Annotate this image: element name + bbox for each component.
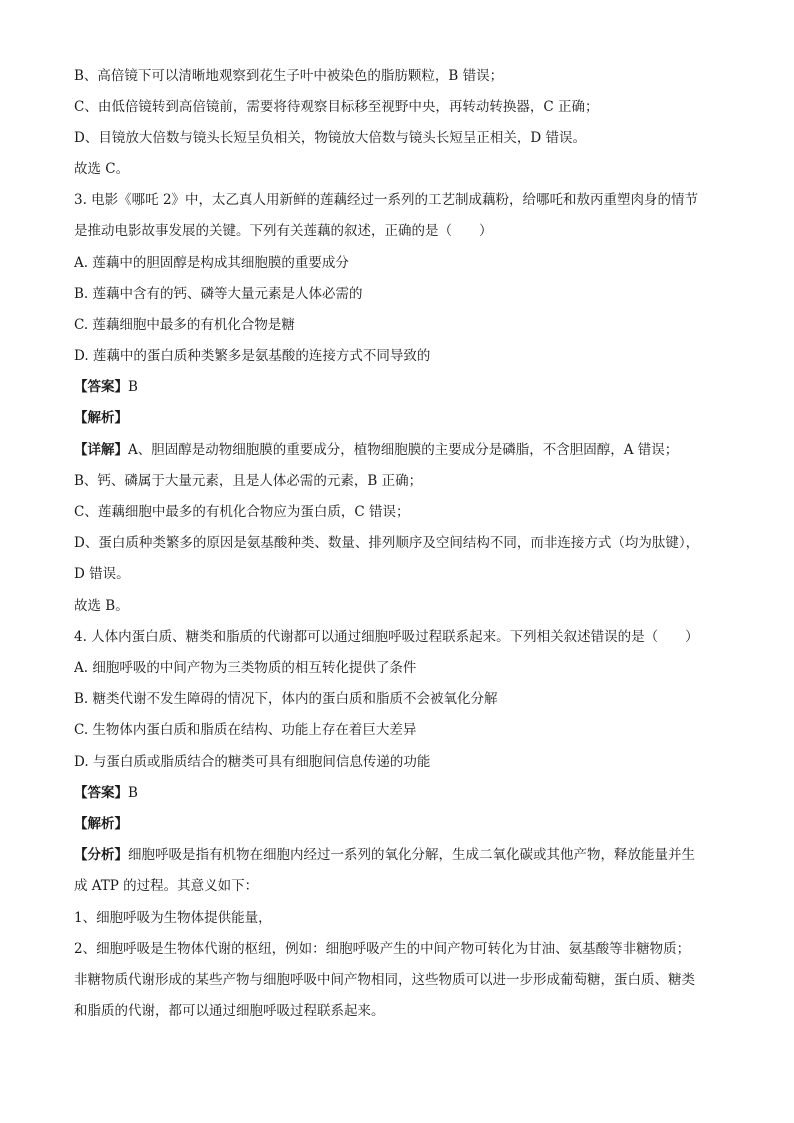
question-3-detail-d-line-2: D 错误。 (74, 566, 130, 582)
question-3-detail-b: B、钙、磷属于大量元素，且是人体必需的元素，B 正确； (74, 473, 423, 489)
question-4-stem: 4. 人体内蛋白质、糖类和脂质的代谢都可以通过细胞呼吸过程联系起来。下列相关叙述错误的是（ ） (74, 629, 699, 645)
detail-tag: 【详解】 (74, 442, 128, 458)
question-4-option-a: A. 细胞呼吸的中间产物为三类物质的相互转化提供了条件 (74, 660, 417, 676)
question-3-detail-c: C、莲藕细胞中最多的有机化合物应为蛋白质，C 错误； (74, 504, 410, 520)
question-4-point-1: 1、细胞呼吸为生物体提供能量， (74, 910, 272, 926)
answer-tag: 【答案】 (74, 785, 128, 801)
question-3-detail-a (74, 440, 724, 460)
question-3-option-d: D. 莲藕中的蛋白质种类繁多是氨基酸的连接方式不同导致的 (74, 348, 431, 364)
analysis-sub-tag: 【分析】 (74, 847, 128, 863)
answer-value: B (128, 379, 138, 395)
detail-a-text: A、胆固醇是动物细胞膜的重要成分，植物细胞膜的主要成分是磷脂，不含胆固醇，A 错误； (128, 442, 679, 458)
explanation-line-b: B、高倍镜下可以清晰地观察到花生子叶中被染色的脂肪颗粒，B 错误； (74, 68, 504, 84)
question-3-stem-line-2: 是推动电影故事发展的关键。下列有关莲藕的叙述，正确的是（ ） (74, 223, 493, 239)
explanation-line-d: D、目镜放大倍数与镜头长短呈负相关，物镜放大倍数与镜头长短呈正相关，D 错误。 (74, 130, 586, 146)
question-3-answer (74, 377, 724, 397)
question-3-conclusion: 故选 B。 (74, 598, 129, 614)
question-4-analysis-line-2: 成 ATP 的过程。其意义如下： (74, 878, 259, 894)
explanation-line-c: C、由低倍镜转到高倍镜前，需要将待观察目标移至视野中央，再转动转换器，C 正确； (74, 99, 599, 115)
question-4-option-c: C. 生物体内蛋白质和脂质在结构、功能上存在着巨大差异 (74, 722, 417, 738)
question-4-point-2-line-3: 和脂质的代谢，都可以通过细胞呼吸过程联系起来。 (74, 1003, 385, 1019)
answer-value: B (128, 785, 138, 801)
question-3-stem-line-1: 3. 电影《哪吒 2》中，太乙真人用新鲜的莲藕经过一系列的工艺制成藕粉，给哪吒和敖丙重塑肉身的情节 (74, 192, 699, 208)
question-4-option-d: D. 与蛋白质或脂质结合的糖类可具有细胞间信息传递的功能 (74, 754, 431, 770)
question-4-answer (74, 783, 724, 803)
explanation-conclusion: 故选 C。 (74, 161, 130, 177)
answer-tag: 【答案】 (74, 379, 128, 395)
question-3-option-b: B. 莲藕中含有的钙、磷等大量元素是人体必需的 (74, 286, 363, 302)
question-3-analysis-tag (74, 408, 724, 428)
analysis-tag: 【解析】 (74, 410, 128, 426)
question-3-detail-d-line-1: D、蛋白质种类繁多的原因是氨基酸种类、数量、排列顺序及空间结构不同，而非连接方式（均为肽键）， (74, 535, 700, 551)
question-4-option-b: B. 糖类代谢不发生障碍的情况下，体内的蛋白质和脂质不会被氧化分解 (74, 691, 498, 707)
analysis-line-1-text: 细胞呼吸是指有机物在细胞内经过一系列的氧化分解，生成二氧化碳或其他产物，释放能量并生 (128, 847, 695, 863)
question-4-point-2-line-1: 2、细胞呼吸是生物体代谢的枢纽，例如：细胞呼吸产生的中间产物可转化为甘油、氨基酸等非糖物质； (74, 941, 691, 957)
question-4-analysis-line-1 (74, 845, 724, 865)
question-4-analysis-tag (74, 814, 724, 834)
question-3-option-c: C. 莲藕细胞中最多的有机化合物是糖 (74, 317, 295, 333)
question-4-point-2-line-2: 非糖物质代谢形成的某些产物与细胞呼吸中间产物相同，这些物质可以进一步形成葡萄糖，蛋白质、糖类 (74, 972, 695, 988)
analysis-tag: 【解析】 (74, 816, 128, 832)
question-3-option-a: A. 莲藕中的胆固醇是构成其细胞膜的重要成分 (74, 255, 349, 271)
